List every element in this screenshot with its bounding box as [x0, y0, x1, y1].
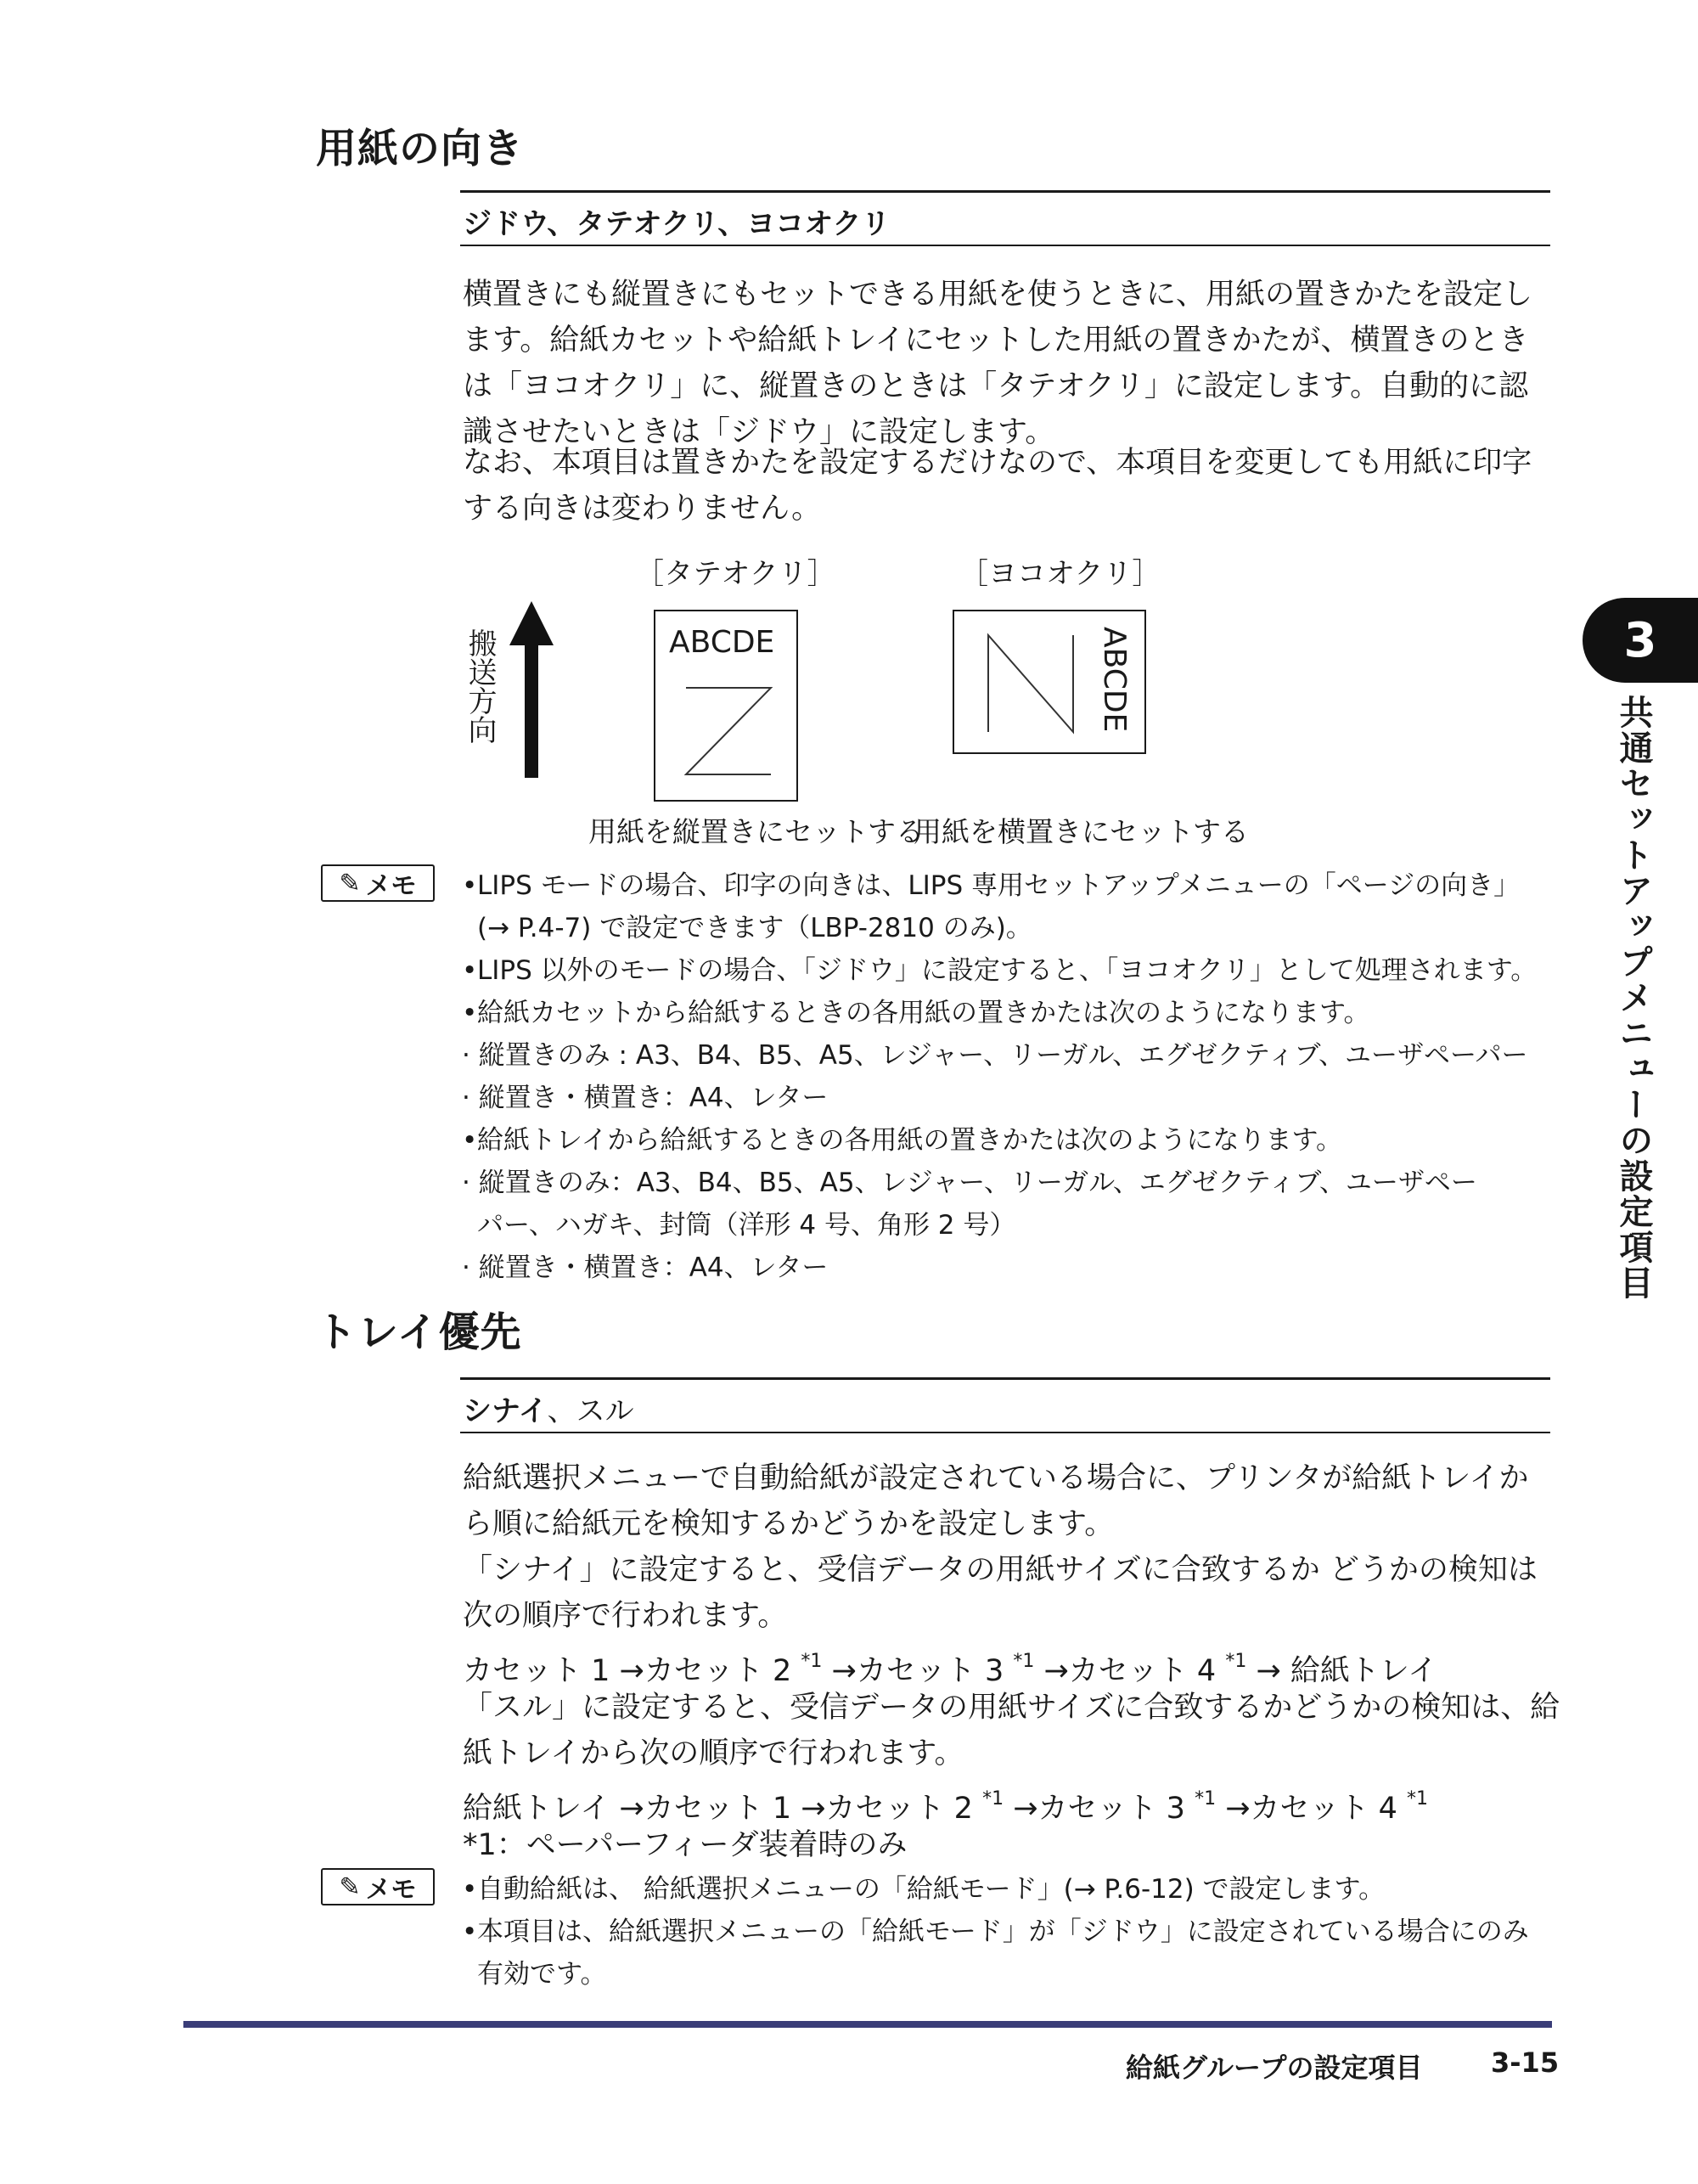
landscape-page — [953, 610, 1146, 754]
list-item: • 本項目は、給紙選択メニューの「給紙モード」が「ジドウ」に設定されている場合にのみ — [462, 1911, 1529, 1953]
chapter-tab: 3 — [1583, 598, 1698, 683]
feed-direction-label: 搬送方向 — [463, 628, 497, 744]
list-item: · 縦置きのみ：A3、B4、B5、A5、レジャー、リーガル、エグゼクティブ、ユーザペー — [462, 1168, 1477, 1198]
landscape-page-text: ABCDE — [1097, 627, 1132, 733]
sequence-suru: 給紙トレイ →カセット 1 →カセット 2 $^{*1}$ →カセット 3 $^{*1}$ →カセット 4 $^{*1}$ — [463, 1788, 1429, 1826]
list-item: • 給紙カセットから給紙するときの各用紙の置きかたは次のようになります。 — [462, 992, 1537, 1034]
list-item: 有効です。 — [477, 1959, 607, 1990]
portrait-page-text: ABCDE — [669, 625, 775, 660]
section-heading-tray-priority: トレイ優先 — [316, 1309, 522, 1356]
footer-rule — [183, 2021, 1552, 2028]
memo-badge: ✎ メモ — [321, 864, 435, 902]
list-item: • 自動給紙は、 給紙選択メニューの「給紙モード」(→ P.6-12) で設定します。 — [462, 1868, 1529, 1911]
description-paragraph-2: なお、本項目は置きかたを設定するだけなので、本項目を変更しても用紙に印字 する向きは変わりません。 — [463, 446, 1532, 526]
caption-portrait: 用紙を縦置きにセットする — [588, 815, 925, 848]
option-values: シナイ、スル — [463, 1394, 634, 1428]
divider-top — [460, 190, 1550, 193]
divider-top — [460, 1377, 1550, 1380]
list-item: • 給紙トレイから給紙するときの各用紙の置きかたは次のようになります。 — [462, 1119, 1537, 1162]
option-values: ジドウ、タテオクリ、ヨコオクリ — [463, 207, 891, 241]
list-item: · 縦置き・横置き：A4、レター — [462, 1252, 829, 1283]
description-paragraph-1: 横置きにも縦置きにもセットできる用紙を使うときに、用紙の置きかたを設定し ます。給紙カセットや給紙トレイにセットした用紙の置きかたが、横置きのとき は「ヨコオクリ」に、縦置きのときは「タテオクリ」に設定します。自動的に認 識させたいときは「ジドウ」に設定します。 — [463, 278, 1533, 449]
section-heading-paper-orientation: 用紙の向き — [316, 125, 525, 172]
divider-bottom — [460, 1432, 1550, 1433]
memo-badge: ✎ メモ — [321, 1868, 435, 1905]
list-item: パー、ハガキ、封筒（洋形 4 号、角形 2 号） — [477, 1210, 1016, 1241]
chapter-title: 共通セットアップメニューの設定項目 — [1614, 695, 1653, 1301]
figure-label-yoko: ［ヨコオクリ］ — [959, 557, 1161, 591]
portrait-z-shape — [672, 681, 783, 783]
figure-label-tate: ［タテオクリ］ — [635, 557, 836, 591]
footer-title: 給紙グループの設定項目 — [1126, 2052, 1423, 2084]
page-number: 3-15 — [1491, 2046, 1560, 2079]
list-item: • LIPS 以外のモードの場合、「ジドウ」に設定すると、「ヨコオクリ」として処理されます。 — [462, 949, 1537, 992]
sequence-shinai: カセット 1 →カセット 2 $^{*1}$ →カセット 3 $^{*1}$ →カセット 4 $^{*1}$ → 給紙トレイ — [463, 1651, 1438, 1688]
landscape-n-shape — [980, 628, 1082, 739]
list-item: • LIPS モードの場合、印字の向きは、LIPS 専用セットアップメニューの「ページの向き」 — [462, 864, 1537, 907]
feed-direction-arrow-icon — [506, 601, 557, 780]
pencil-icon: ✎ — [339, 868, 361, 898]
list-item: (→ P.4-7) で設定できます（LBP-2810 のみ)。 — [477, 913, 1032, 943]
description-paragraph-1: 給紙選択メニューで自動給紙が設定されている場合に、プリンタが給紙トレイか ら順に給紙元を検知するかどうかを設定します。 — [463, 1461, 1529, 1541]
divider-bottom — [460, 245, 1550, 246]
footnote: *1：ペーパーフィーダ装着時のみ — [463, 1828, 908, 1862]
caption-landscape: 用紙を横置きにセットする — [914, 815, 1250, 848]
list-item: · 縦置き・横置き：A4、レター — [462, 1083, 829, 1113]
list-item: · 縦置きのみ : A3、B4、B5、A5、レジャー、リーガル、エグゼクティブ、ユーザペーパー — [462, 1040, 1528, 1071]
description-paragraph-2: 「シナイ」に設定すると、受信データの用紙サイズに合致するか どうかの検知は 次の順序で行われます。 カセット 1 →カセット 2 $^{*1}$ →カセット 3 $^{*1}$ →カセット 4 $^{*1}$ → 給紙トレイ 「スル」に設定すると、受信データの用紙サイズに合致するかどうかの検知は、給 紙トレイから次の順序で行われます。 給紙トレイ →カセット 1 →カセット 2 $^{*1}$ →カセット 3 $^{*1}$ →カセット 4 $^{*1}$ *1：ペーパーフィーダ装着時のみ — [463, 1547, 1560, 1868]
portrait-page — [654, 610, 798, 802]
memo-list-1 — [462, 864, 1537, 1289]
pencil-icon: ✎ — [339, 1872, 361, 1902]
memo-list-2 — [462, 1868, 1529, 1995]
